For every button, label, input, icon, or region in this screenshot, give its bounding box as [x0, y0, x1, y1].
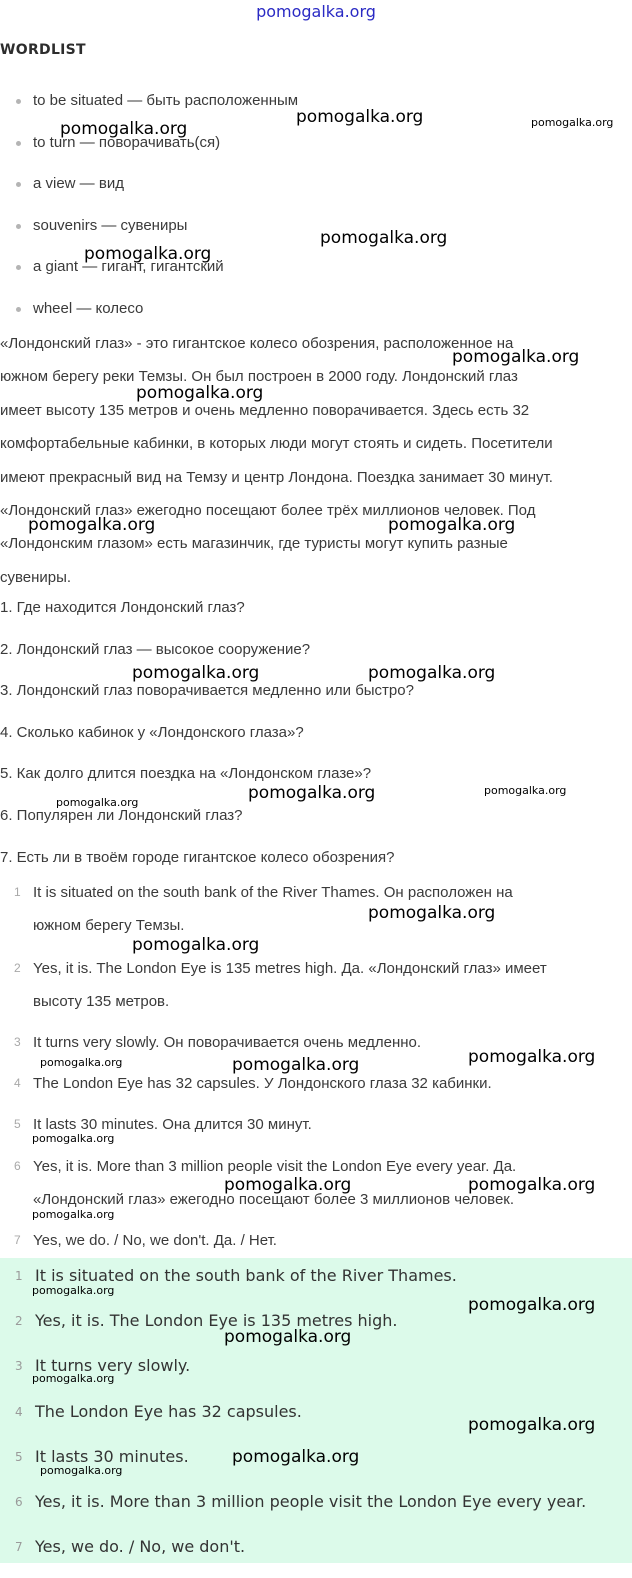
wordlist-item-text: a giant — гигант, гигантский — [33, 258, 224, 276]
english-answer-text: Yes, we do. / No, we don't. — [35, 1537, 246, 1557]
watermark: pomogalka.org — [28, 515, 156, 535]
question-item: 4. Сколько кабинок у «Лондонского глаза»? — [0, 723, 304, 741]
text-line: имеют прекрасный вид на Темзу и центр Лондона. Поездка занимает 30 минут. — [0, 468, 553, 486]
watermark: pomogalka.org — [136, 383, 264, 403]
watermark: pomogalka.org — [368, 903, 496, 923]
answer-line: Yes, it is. More than 3 million people visit the London Eye every year. Да. — [33, 1158, 517, 1175]
answer-item — [0, 1224, 632, 1257]
watermark: pomogalka.org — [32, 1132, 115, 1145]
watermark: pomogalka.org — [468, 1175, 596, 1195]
answer-number: 5 — [15, 1449, 23, 1464]
question-item: 6. Популярен ли Лондонский глаз? — [0, 806, 243, 824]
question-item: 5. Как долго длится поездка на «Лондонском глазе»? — [0, 765, 372, 783]
bullet-icon — [16, 141, 21, 146]
text-line: южном берегу реки Темзы. Он был построен в 2000 году. Лондонский глаз — [0, 368, 518, 386]
english-answer-text: It is situated on the south bank of the River Thames. — [35, 1266, 457, 1285]
answer-item — [0, 952, 632, 1026]
bullet-icon — [16, 265, 21, 270]
english-answer-text: It lasts 30 minutes. — [35, 1446, 189, 1466]
reading-text — [0, 327, 630, 594]
watermark: pomogalka.org — [531, 116, 614, 129]
answer-number: 1 — [14, 885, 21, 899]
answer-line: Yes, it is. The London Eye is 135 metres high. Да. «Лондонский глаз» имеет — [33, 960, 547, 977]
watermark: pomogalka.org — [484, 784, 567, 797]
answer-line: It lasts 30 minutes. Она длится 30 минут. — [33, 1116, 312, 1133]
watermark: pomogalka.org — [32, 1284, 115, 1297]
english-answer-item — [0, 1533, 586, 1578]
watermark: pomogalka.org — [32, 1372, 115, 1385]
english-answer-text: Yes, it is. The London Eye is 135 metres high. — [35, 1311, 398, 1331]
watermark: pomogalka.org — [84, 244, 212, 264]
watermark: pomogalka.org — [388, 515, 516, 535]
watermark: pomogalka.org — [296, 107, 424, 127]
answer-item — [0, 876, 632, 952]
wordlist-item — [0, 171, 298, 213]
answer-number: 2 — [15, 1314, 23, 1329]
answer-number: 2 — [14, 961, 21, 975]
wordlist-item-text: to be situated — быть расположенным — [33, 92, 299, 109]
text-line: «Лондонский глаз» - это гигантское колесо обозрения, расположенное на — [0, 335, 514, 352]
watermark: pomogalka.org — [452, 347, 580, 367]
english-answer-text: It turns very slowly. — [35, 1356, 191, 1376]
watermark: pomogalka.org — [468, 1415, 596, 1435]
watermark: pomogalka.org — [224, 1327, 352, 1347]
answer-number: 7 — [15, 1540, 23, 1555]
watermark: pomogalka.org — [224, 1175, 352, 1195]
answer-number: 7 — [14, 1233, 21, 1247]
answer-number: 4 — [15, 1404, 23, 1419]
answer-line: It turns very slowly. Он поворачивается очень медленно. — [33, 1034, 422, 1051]
wordlist-item-text: a view — вид — [33, 175, 124, 193]
watermark: pomogalka.org — [56, 796, 139, 809]
answer-number: 6 — [15, 1494, 23, 1509]
watermark: pomogalka.org — [248, 783, 376, 803]
question-item: 1. Где находится Лондонский глаз? — [0, 599, 245, 616]
answer-line: высоту 135 метров. — [33, 993, 170, 1010]
watermark: pomogalka.org — [368, 663, 496, 683]
text-line: «Лондонским глазом» есть магазинчик, где туристы могут купить разные — [0, 535, 508, 553]
answer-line: It is situated on the south bank of the River Thames. Он расположен на — [33, 884, 513, 901]
site-link[interactable]: pomogalka.org — [256, 2, 376, 21]
bullet-icon — [16, 99, 21, 104]
watermark: pomogalka.org — [132, 935, 260, 955]
answer-number: 5 — [14, 1117, 21, 1131]
questions-list — [0, 594, 414, 885]
answer-line: Yes, we do. / No, we don't. Да. / Нет. — [33, 1232, 277, 1249]
watermark: pomogalka.org — [468, 1295, 596, 1315]
answer-line: The London Eye has 32 capsules. У Лондонского глаза 32 кабинки. — [33, 1075, 492, 1092]
watermark: pomogalka.org — [232, 1055, 360, 1075]
watermark: pomogalka.org — [60, 119, 188, 139]
bullet-icon — [16, 182, 21, 187]
watermark: pomogalka.org — [40, 1056, 123, 1069]
text-line: комфортабельные кабинки, в которых люди могут стоять и сидеть. Посетители — [0, 435, 553, 453]
text-line: «Лондонский глаз» ежегодно посещают более трёх миллионов человек. Под — [0, 502, 536, 520]
watermark: pomogalka.org — [40, 1464, 123, 1477]
bullet-icon — [16, 307, 21, 312]
watermark: pomogalka.org — [32, 1208, 115, 1221]
answer-number: 3 — [14, 1035, 21, 1049]
english-answer-text: Yes, it is. More than 3 million people visit the London Eye every year. — [35, 1491, 587, 1511]
wordlist-heading: WORDLIST — [0, 42, 86, 58]
english-answer-item — [0, 1488, 586, 1533]
answer-line: южном берегу Темзы. — [33, 917, 185, 934]
english-answer-text: The London Eye has 32 capsules. — [35, 1401, 302, 1421]
watermark: pomogalka.org — [132, 663, 260, 683]
answer-number: 3 — [15, 1359, 23, 1374]
answer-line: «Лондонский глаз» ежегодно посещают более 3 миллионов человек. — [33, 1191, 515, 1208]
answer-number: 1 — [15, 1269, 23, 1283]
wordlist-item-text: to turn — поворачивать(ся) — [33, 133, 221, 151]
wordlist-item-text: wheel — колесо — [33, 299, 144, 317]
answer-number: 4 — [14, 1076, 21, 1090]
wordlist-item-text: souvenirs — сувениры — [33, 216, 188, 234]
bullet-icon — [16, 224, 21, 229]
watermark: pomogalka.org — [232, 1447, 360, 1467]
watermark: pomogalka.org — [320, 228, 448, 248]
question-item: 7. Есть ли в твоём городе гигантское колесо обозрения? — [0, 848, 395, 866]
text-line: имеет высоту 135 метров и очень медленно поворачивается. Здесь есть 32 — [0, 401, 530, 419]
text-line: сувениры. — [0, 568, 72, 586]
answer-number: 6 — [14, 1159, 21, 1173]
question-item: 3. Лондонский глаз поворачивается медленно или быстро? — [0, 682, 414, 700]
question-item: 2. Лондонский глаз — высокое сооружение? — [0, 640, 311, 658]
watermark: pomogalka.org — [468, 1047, 596, 1067]
